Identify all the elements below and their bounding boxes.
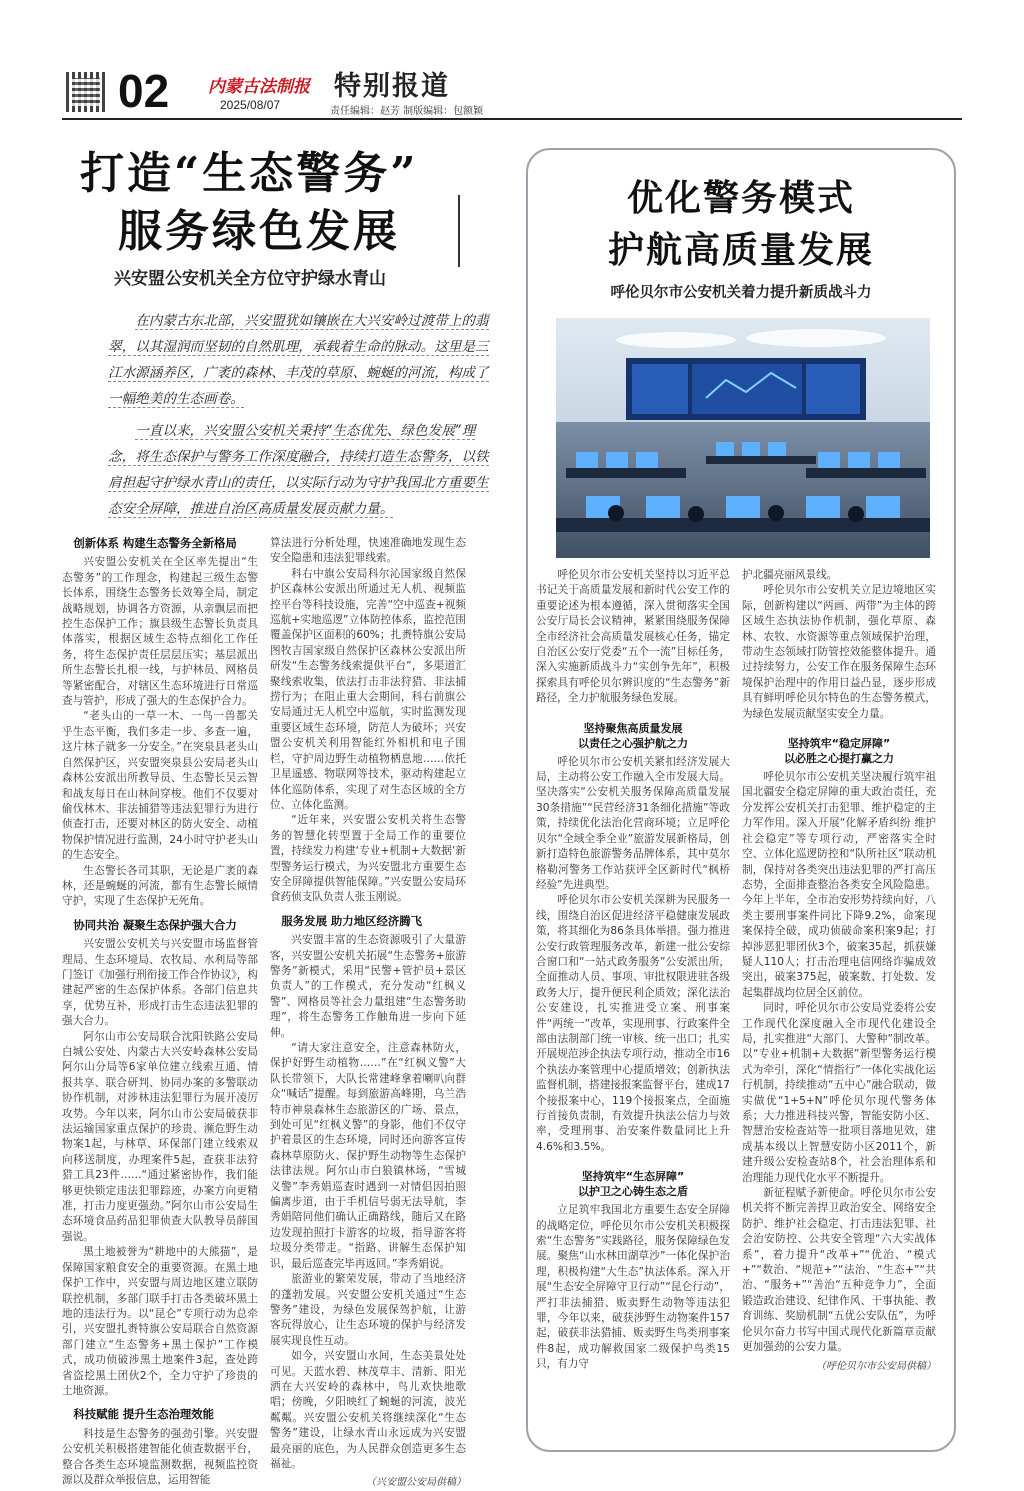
right-article-title-line1: 优化警务模式 xyxy=(626,177,855,219)
left-article-column-1 xyxy=(62,536,258,1486)
body-paragraph: “请大家注意安全，注意森林防火，保护好野生动植物……”在“红枫义警”大队长带领下，大队长常建峰拿着喇叭向群众“喊话”提醒。每到旅游高峰期，乌兰浩特市神泉森林生态旅游区的广场、景点，到处可见“红枫义警”的身影，他们不仅守护着景区的生态环境，同时还向游客宣传森林草原防火、保护野生动物等生态保护法律法规。阿尔山市白狼镇林场，“雪城义警”李秀娟巡查时遇到一对情侣因拍照偏离步道，由于手机信号弱无法导航，李秀娟陪同他们确认正确路线，随后又在路边发现拍照打卡游客的垃圾，指导游客将垃圾分类带走。“指路、讲解生态保护知识，最后巡查完毕再返回。”李秀娟说。 xyxy=(270,1042,466,1270)
body-paragraph: 同时，呼伦贝尔市公安局党委将公安工作现代化深度融入全市现代化建设全局，扎实推进“大部门、大警种”制改革。以“专业+机制+大数据”新型警务运行模式为牵引，深化“情指行”一体化实战化运行机制，持续推动“五中心”融合联动，做实做优“1+5+N”呼伦贝尔现代警务体系；大力推进科技兴警，智能安防小区、智慧治安检查站等一批项目落地见效，建成基本级以上智慧安防小区2011个，新建升级公安检查站8个，社会治理体系和治理能力现代化水平不断提升。 xyxy=(742,1002,936,1184)
body-paragraph: 呼伦贝尔市公安机关紧扣经济发展大局，主动将公安工作融入全市发展大局。坚决落实“公安机关服务保障高质量发展30条措施”“民营经济31条细化措施”等政策，持续优化法治化营商环境；立足呼伦贝尔“全域全季全业”旅游发展新格局，创新打造特色旅游警务品牌体系，其中莫尔格勒河警务工作站获评全区新时代“枫桥经验”先进典型。 xyxy=(536,755,730,891)
left-article-title-line1: 打造“生态警务” xyxy=(80,148,419,199)
right-article-subtitle: 呼伦贝尔市公安机关着力提升新质战斗力 xyxy=(610,285,872,301)
body-paragraph: 旅游业的繁荣发展，带动了当地经济的蓬勃发展。兴安盟公安机关通过“生态警务”建设，为绿色发展保驾护航，让游客玩得放心，让生态环境的保护与经济发展实现良性互动。 xyxy=(270,1273,466,1347)
title-divider xyxy=(458,195,470,267)
left-article-credit: （兴安盟公安局供稿） xyxy=(366,1477,466,1489)
qr-code-icon xyxy=(66,72,106,112)
right-article-credit: （呼伦贝尔市公安局供稿） xyxy=(816,1360,936,1372)
subhead-line: 以护卫之心铸生态之盾 xyxy=(578,1185,688,1199)
body-paragraph: “近年来，兴安盟公安机关将生态警务的智慧化转型置于全局工作的重要位置，持续发力构建‘专业+机制+大数据’新型警务运行模式，为兴安盟北方重要生态安全屏障提供智能保障。”兴安盟公安局环食药侦支队负责人张玉刚说。 xyxy=(270,814,466,904)
subhead-cooperation: 协同共治 凝聚生态保护强大合力 xyxy=(73,917,237,932)
body-paragraph: 科技是生态警务的强劲引擎。兴安盟公安机关积极搭建智能化侦查数据平台，整合各类生态环境监测数据，视频监控资源以及群众举报信息，运用智能 xyxy=(62,1427,258,1486)
header-rule xyxy=(62,118,962,120)
right-article-column-2 xyxy=(742,568,936,1443)
body-paragraph: “老头山的一草一木、一鸟一兽都关乎生态平衡，我们多走一步、多查一遍，这片林子就多一分安全。”在突泉县老头山自然保护区，兴安盟突泉县公安局老头山森林公安派出所教导员、生态警长吴云智和战友每日在山林间穿梭。他们不仅要对偷伐林木、非法捕猎等违法犯罪行为进行侦查打击，还要对林区的防火安全、动植物保护情况进行监测，24小时守护老头山的生态安全。 xyxy=(62,710,258,862)
subhead-service: 服务发展 助力地区经济腾飞 xyxy=(281,913,423,928)
subhead-line: 坚持聚焦高质量发展 xyxy=(583,721,683,735)
body-paragraph: 新征程赋予新使命。呼伦贝尔市公安机关将不断完善捍卫政治安全、网络安全防护、维护社会稳定、打击违法犯罪、社会治安防控、公共安全管理“六大实战体系”，着力提升“改革+”“优治、“模式+”“数治、“规范+”“法治、“生态+”“共治、“服务+”“善治“五种竞争力”，全面锻造政治建设、纪律作风、干事执能、教育训练、奖励机制“五优公安队伍”，为呼伦贝尔奋力书写中国式现代化新篇章贡献更加强劲的公安力量。 xyxy=(742,1187,936,1354)
left-article-title-line2: 服务绿色发展 xyxy=(118,206,400,257)
body-paragraph: 兴安盟公安机关与兴安盟市场监督管理局、生态环境局、农牧局、水利局等部门签订《加强行刑衔接工作合作协议》，构建起严密的生态保护体系。各部门信息共享，优势互补，形成打击生态违法犯罪的强大合力。 xyxy=(62,938,258,1028)
body-paragraph: 生态警长各司其职，无论是广袤的森林，还是蜿蜒的河流，都有生态警长倾情守护，实现了生态保护无死角。 xyxy=(62,864,258,908)
body-paragraph: 科右中旗公安局科尔沁国家级自然保护区森林公安派出所通过无人机、视频监控平台等科技设施，完善“空中巡查+视频巡航+实地巡逻”立体防控体系，监控范围覆盖保护区面积的60%；扎赉特旗公安局图牧吉国家级自然保护区森林公安派出所研发“生态警务线索提供平台”，多渠道汇聚线索收集，依法打击非法狩猎、非法捕捞行为；在阻止重大会期间，科右前旗公安局通过无人机空中巡航，实时监测发现重要区域生态环境，防范人为破坏；兴安盟公安机关利用智能红外相机和电子围栏，守护周边野生动植物栖息地……依托卫星遥感、物联网等技术，驱动构建起立体化巡防体系，实现了对生态区域的全方位、立体化监测。 xyxy=(270,567,466,811)
command-center-photo xyxy=(556,318,930,558)
subhead-line: 坚持筑牢“稳定屏障” xyxy=(787,737,891,751)
subhead-line: 以必胜之心提打赢之力 xyxy=(784,752,894,766)
body-paragraph: 立足筑牢我国北方重要生态安全屏障的战略定位，呼伦贝尔市公安机关积极探索“生态警务”实践路径，服务保障绿色发展。聚焦“山水林田湖草沙”一体化保护治理，积极构建“大生态”执法体系。深入开展“生态安全屏障守卫行动”“昆仑行动”，严打非法捕猎、贩卖野生动物等违法犯罪，今年以来，破获涉野生动物案件157起，破获非法猎捕、贩卖野生鸟类刑事案件8起，成功解救国家二级保护鸟类15只，有力守 xyxy=(536,1204,730,1371)
body-paragraph: 黑土地被誉为“耕地中的大熊猫”，是保障国家粮食安全的重要资源。在黑土地保护工作中，兴安盟与周边地区建立联防联控机制，多部门联手打击各类破坏黑土地的违法行为。以“昆仑”专项行动为总牵引，兴安盟扎赉特旗公安局联合自然资源部门建立“生态警务+黑土保护”工作模式，成功侦破涉黑土地案件3起，查处跨省盗挖黑土团伙2个，全力守护了珍贵的土地资源。 xyxy=(62,1246,258,1397)
lead-paragraph-2: 一直以来，兴安盟公安机关秉持“生态优先、绿色发展”理念，将生态保护与警务工作深度融合，持续打造生态警务，以铁肩担起守护绿水青山的责任，以实际行动为守护我国北方重要生态安全屏障，推进自治区高质量发展贡献力量。 xyxy=(108,423,489,517)
subhead-quality-development xyxy=(536,721,730,751)
body-paragraph: 呼伦贝尔市公安机关深耕为民服务一线，围绕自治区促进经济平稳健康发展政策，将其细化为86条具体举措。强力推进公安行政管理服务改革，新建一批公安综合窗口和“一站式政务服务”公安派出所，全面推动人员、事项、审批权限进驻各级政务大厅，提升便民利企质效；深化法治公安建设，扎实推进受立案、刑事案件“两统一”改革，实现刑事、行政案件全部由法制部门统一审核、统一出口；扎实开展规范涉企执法专项行动，推动全市16个执法办案管理中心提质增效；创新执法监督机制，搭建接报案监督平台，建成17个接报案中心，119个接报案点，全面施行首接负责制，有效提升执法公信力与效率，受理刑事、治安案件数量同比上升4.6%和3.5%。 xyxy=(536,894,730,1153)
subhead-line: 以责任之心强护航之力 xyxy=(578,736,688,750)
body-paragraph: 呼伦贝尔市公安机关立足边境地区实际，创新构建以“两画、两带”为主体的跨区域生态执法协作机制，强化草原、森林、农牧、水资源等重点领域保护治理，带动生态领域打防管控效能整体提升。通过持续努力，公安工作在服务保障生态环境保护治理中的作用日益凸显，逐步形成具有鲜明呼伦贝尔特色的生态警务模式，为绿色发展贡献坚实安全力量。 xyxy=(742,584,936,720)
subhead-stability-barrier xyxy=(742,736,936,766)
right-article-title-line2: 护航高质量发展 xyxy=(607,229,874,271)
subhead-innovation: 创新体系 构建生态警务全新格局 xyxy=(73,536,237,550)
body-paragraph: 阿尔山市公安局联合沈阳铁路公安局白城公安处、内蒙古大兴安岭森林公安局阿尔山分局等6家单位建立线索互通、情报共享、联合研判、协同办案的多警联动协作机制，对涉林违法犯罪行为展开凌厉攻势。今年以来，阿尔山市公安局破获非法运输国家重点保护的珍贵、濒危野生动物案1起，与林草、环保部门建立线索双向移送制度，办理案件5起，查获非法狩猎工具23件……“通过紧密协作，我们能够更快锁定违法犯罪踪迹，办案方向更精准，打击力度更强劲。”阿尔山市公安局生态环境食品药品犯罪侦查大队教导员薛国强说。 xyxy=(62,1030,258,1243)
lead-paragraph-1: 在内蒙古东北部，兴安盟犹如镶嵌在大兴安岭过渡带上的翡翠，以其湿润而坚韧的自然肌理，承载着生命的脉动。这里是三江水源涵养区，广袤的森林、丰茂的草原、蜿蜒的河流，构成了一幅绝美的生态画卷。 xyxy=(108,313,489,407)
editors-line: 责任编辑：赵芳 制版编辑：包额颖 xyxy=(330,106,484,117)
subhead-technology: 科技赋能 提升生态治理效能 xyxy=(73,1407,215,1422)
right-article-column-1 xyxy=(536,568,730,1438)
body-paragraph: 呼伦贝尔市公安机关坚决履行筑牢祖国北疆安全稳定屏障的重大政治责任，充分发挥公安机关打击犯罪、维护稳定的主力军作用。深入开展“化解矛盾纠纷 维护社会稳定”等专项行动，严密落实全时空、立体化巡逻防控和“队所社区”联动机制，保持对各类突出违法犯罪的严打高压态势，全面排查整治各类安全风险隐患。今年上半年，全市治安形势持续向好，八类主要刑事案件同比下降9.2%，命案现案保持全破，成功侦破命案积案9起；打掉涉恶犯罪团伙3个，破案35起，抓获嫌疑人110人；打击治理电信网络诈骗成效突出，破案375起，破案数、打处数、发起集群战均位居全区前位。 xyxy=(742,771,936,999)
body-paragraph: 如今，兴安盟山水间，生态美景处处可见。天蓝水碧、林茂草丰、清新、阳光洒在大兴安岭的森林中，鸟儿欢快地歌唱；傍晚，夕阳映红了蜿蜒的河流，波光粼粼。兴安盟公安机关将继续深化“生态警务”建设，让绿水青山永远成为兴安盟最亮丽的底色，为人民群众创造更多生态福祉。 xyxy=(270,1350,466,1470)
body-paragraph: 兴安盟丰富的生态资源吸引了大量游客，兴安盟公安机关拓展“生态警务+旅游警务”新模式，采用“民警+管护员+景区负责人”的工作模式，充分发动“红枫义警”、网格员等社会力量组建“生态警务助理”，将生态警务工作触角进一步向下延伸。 xyxy=(270,934,466,1039)
body-paragraph: 算法进行分析处理，快速准确地发现生态安全隐患和违法犯罪线索。 xyxy=(270,537,466,565)
left-article-lead xyxy=(108,308,498,522)
subhead-ecology-barrier xyxy=(536,1169,730,1199)
body-paragraph: 呼伦贝尔市公安机关坚持以习近平总书记关于高质量发展和新时代公安工作的重要论述为根本遵循，深入贯彻落实全国公安厅局长会议精神，紧紧围绕服务保障全市经济社会高质量发展核心任务，锚定自治区公安厅党委“五个一流”目标任务，深入实施新质战斗力“实创争先年”，积极探索具有呼伦贝尔辨识度的“生态警务”新路径，全力护航服务绿色发展。 xyxy=(536,569,730,705)
paper-name: 内蒙古法制报 xyxy=(208,77,310,97)
page-number: 02 xyxy=(118,65,170,117)
issue-date: 2025/08/07 xyxy=(220,98,281,112)
left-article-column-2 xyxy=(270,536,466,1489)
section-title: 特别报道 xyxy=(334,71,450,102)
subhead-line: 坚持筑牢“生态屏障” xyxy=(581,1170,685,1184)
body-paragraph: 兴安盟公安机关在全区率先提出“生态警务”的工作理念，构建起三级生态警长体系，围绕生态警务长效筹全局，制定战略规划，协调各方资源，从亲飘层而把控生态保护工作；旗县级生态警长负责具体落实，根据区域生态特点细化工作任务，将生态保护责任层层压实；基层派出所生态警长扎根一线，与护林员、网格员等紧密配合，对辖区生态环境进行日常巡查与管护，形成了强大的生态保护合力。 xyxy=(62,556,258,708)
command-center-photo-illustration xyxy=(556,318,930,558)
body-paragraph: 护北疆亮丽风景线。 xyxy=(742,569,838,581)
left-article-subtitle: 兴安盟公安机关全方位守护绿水青山 xyxy=(114,269,386,289)
